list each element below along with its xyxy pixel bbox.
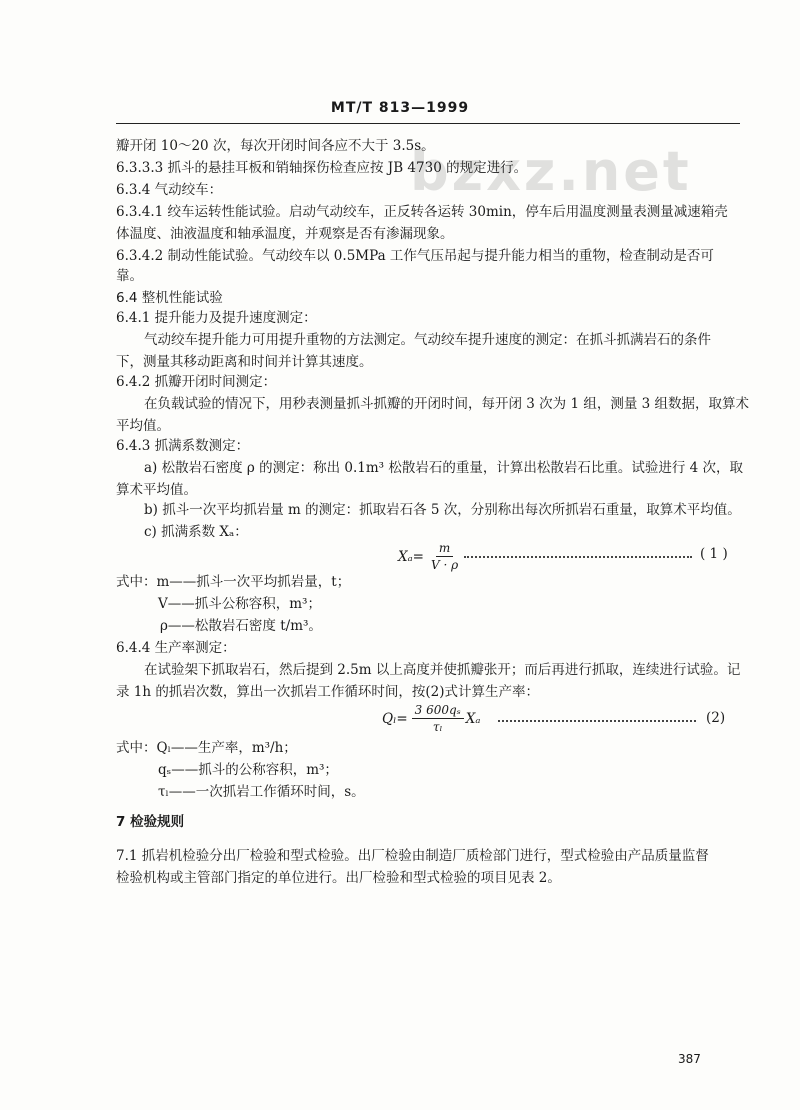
clause-6-3-4-2: 6.3.4.2 制动性能试验。气动绞车以 0.5MPa 工作气压吊起与提升能力相当的重物，检查制动是否可 [116, 248, 714, 264]
section-7-heading: 7 检验规则 [116, 814, 185, 830]
text-line: 检验机构或主管部门指定的单位进行。出厂检验和型式检验的项目见表 2。 [116, 870, 561, 886]
watermark: bzxz.net [410, 140, 692, 203]
text-line: 体温度、油液温度和轴承温度，并观察是否有渗漏现象。 [116, 226, 454, 242]
formula-1-lhs: Xₐ= [398, 548, 424, 565]
formula-2-fraction [412, 702, 464, 735]
formula-1-definition: ρ——松散岩石密度 t/m³。 [160, 618, 322, 634]
text-line: 瓣开闭 10～20 次，每次开闭时间各应不大于 3.5s。 [116, 138, 435, 154]
standard-header: MT/T 813—1999 [330, 100, 470, 116]
leader-dots [464, 556, 692, 558]
formula-1-definition: V——抓斗公称容积，m³； [158, 596, 321, 612]
header-rule [116, 123, 740, 124]
formula-2-denominator: τₗ [432, 720, 443, 734]
clause-7-1: 7.1 抓岩机检验分出厂检验和型式检验。出厂检验由制造厂质检部门进行，型式检验由产品质量监督 [116, 848, 709, 864]
equation-number-2: (2) [706, 710, 726, 726]
section-6-4-heading: 6.4 整机性能试验 [116, 290, 223, 306]
formula-1-numerator: m [436, 540, 453, 557]
formula-2-definition: qₛ——抓斗的公称容积，m³； [158, 762, 338, 778]
leader-dots [498, 720, 696, 722]
formula-1 [398, 540, 463, 573]
text-line: 算术平均值。 [116, 482, 197, 498]
formula-1-definition: 式中：m——抓斗一次平均抓岩量，t； [116, 574, 351, 590]
page-number: 387 [678, 1052, 701, 1066]
clause-6-4-2: 6.4.2 抓瓣开闭时间测定： [116, 374, 277, 390]
text-line: 下，测量其移动距离和时间并计算其速度。 [116, 354, 373, 370]
formula-2-numerator: 3 600qₛ [412, 702, 464, 719]
clause-6-3-3-3: 6.3.3.3 抓斗的悬挂耳板和销轴探伤检查应按 JB 4730 的规定进行。 [116, 160, 528, 176]
clause-6-4-3: 6.4.3 抓满系数测定： [116, 438, 250, 454]
text-line: 录 1h 的抓岩次数，算出一次抓岩工作循环时间，按(2)式计算生产率： [116, 684, 539, 700]
clause-6-4-4: 6.4.4 生产率测定： [116, 640, 236, 656]
formula-2-lhs: Qₗ= [382, 710, 408, 727]
clause-6-3-4: 6.3.4 气动绞车： [116, 182, 223, 198]
list-item-c: c) 抓满系数 Xₐ： [144, 524, 248, 540]
list-item-b: b) 抓斗一次平均抓岩量 m 的测定：抓取岩石各 5 次，分别称出每次所抓岩石重量，取算术平均值。 [144, 502, 741, 518]
text-line: 在试验架下抓取岩石，然后提到 2.5m 以上高度并使抓瓣张开；而后再进行抓取，连续进行试验。记 [144, 662, 741, 678]
list-item-a: a) 松散岩石密度 ρ 的测定：称出 0.1m³ 松散岩石的重量，计算出松散岩石比重。试验进行 4 次，取 [144, 460, 744, 476]
text-line: 靠。 [116, 268, 143, 284]
formula-2-definition: τₗ——一次抓岩工作循环时间，s。 [158, 784, 365, 800]
clause-6-3-4-1: 6.3.4.1 绞车运转性能试验。启动气动绞车，正反转各运转 30min，停车后用温度测量表测量减速箱壳 [116, 204, 728, 220]
formula-2 [382, 702, 482, 735]
text-line: 气动绞车提升能力可用提升重物的方法测定。气动绞车提升速度的测定：在抓斗抓满岩石的条件 [144, 332, 711, 348]
formula-1-fraction [428, 540, 461, 573]
formula-2-factor: Xₐ [465, 710, 481, 727]
formula-1-denominator: V · ρ [431, 558, 459, 572]
text-line: 平均值。 [116, 418, 170, 434]
formula-2-definition: 式中：Qₗ——生产率，m³/h； [116, 740, 297, 756]
text-line: 在负载试验的情况下，用秒表测量抓斗抓瓣的开闭时间，每开闭 3 次为 1 组，测量 3 组数据，取算术 [144, 396, 750, 412]
clause-6-4-1: 6.4.1 提升能力及提升速度测定： [116, 310, 317, 326]
equation-number-1: ( 1 ) [700, 546, 728, 562]
